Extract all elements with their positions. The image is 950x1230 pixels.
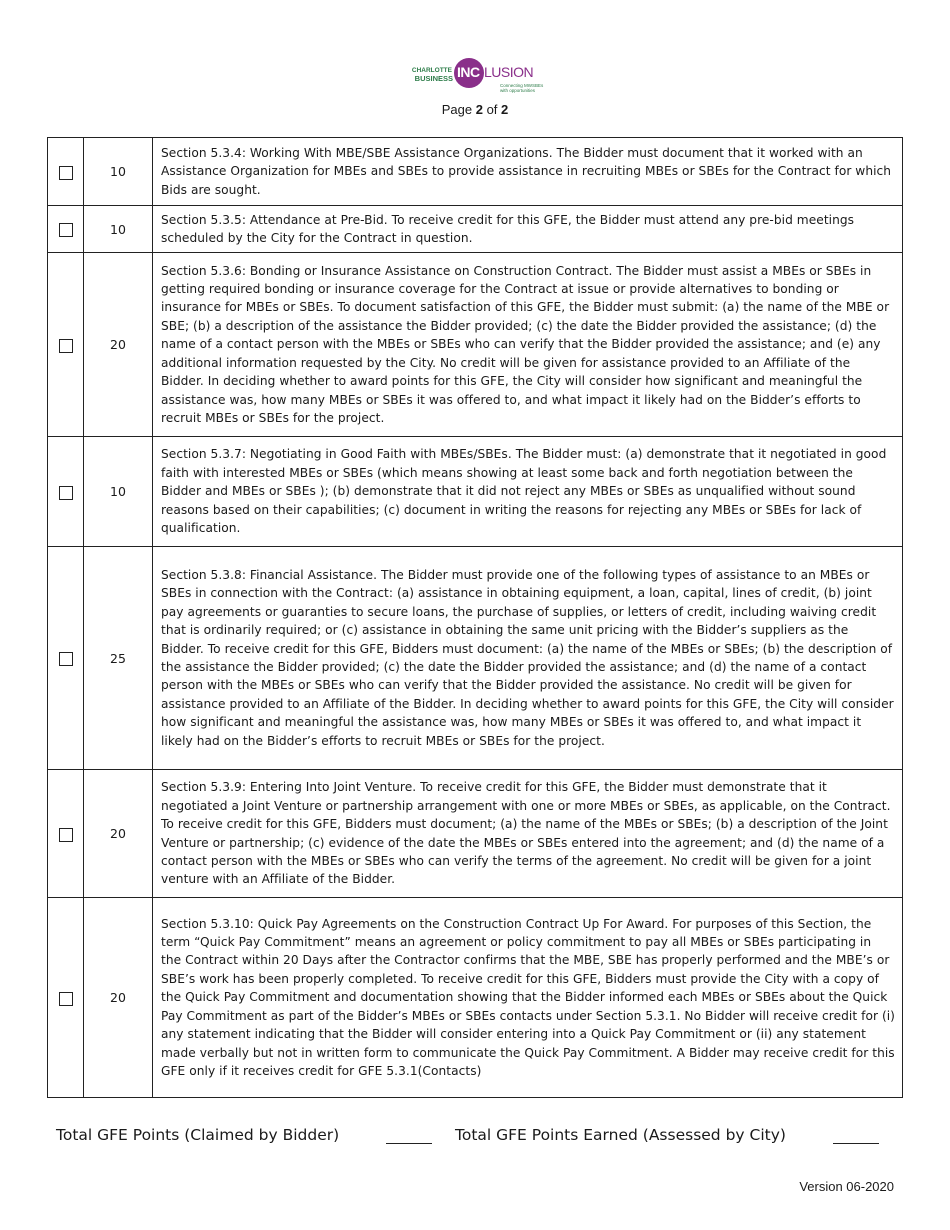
gfe-description [153,138,903,206]
version-label: Version 06-2020 [799,1179,894,1194]
section-body: The Bidder must provide one of the following types of assistance to an MBEs or SBEs in connection with the Contract: (a) assistance in obtaining equipment, a loan, capital, lines of credit, (b) joint pay agreements or guaranties to secure loans, the purchase of supplies, or letters of credit, including waiving credit that is ordinarily required; or (c) assistance in obtaining the same unit pricing with the Bidder’s suppliers as the Bidder. To receive credit for this GFE, Bidders must document: (a) the name of the MBEs or SBEs; (b) the description of the assistance the Bidder provided; (c) the date the Bidder provided the assistance; and (d) the name of a contact person with the MBEs or SBEs who can verify that the Bidder provided the assistance. No credit will be given for assistance provided to an Affiliate of the Bidder. In deciding whether to award points for this GFE, the City will consider how significant and meaningful the assistance was, how many MBEs or SBEs it was offered to, and what impact it likely had on the Bidder’s efforts to recruit MBEs or SBEs for the project. [161,567,894,748]
page-number [0,102,950,117]
section-body: To receive credit for this GFE, the Bidder must attend any pre-bid meetings scheduled by the City for the Contract in question. [161,212,855,245]
gfe-checkbox[interactable] [59,652,73,666]
points-cell: 25 [84,547,153,770]
page-total: 2 [501,102,509,117]
points-cell: 10 [84,437,153,547]
points-cell: 10 [84,138,153,206]
logo-text-inc: INC [457,64,480,80]
section-body: To receive credit for this GFE, the Bidder must demonstrate that it negotiated a Joint Venture or partnership arrangement with one or more MBEs or SBEs, as applicable, on the Contract. To receive credit for this GFE, Bidders must document; (a) the name of the MBEs or SBEs; (b) a description of the Joint Venture or partnership; (c) evidence of the date the MBEs or SBEs entered into the agreement; and (d) the name of a contact person with the MBEs or SBEs who can verify the terms of the agreement. No credit will be given for a joint venture with an Affiliate of the Bidder. [161,780,891,887]
checkbox-cell [48,898,84,1098]
page-current: 2 [475,102,483,117]
earned-points-label: Total GFE Points Earned (Assessed by City) [455,1126,786,1144]
gfe-table [47,137,903,1098]
section-title: Section 5.3.4: Working With MBE/SBE Assistance Organizations. [161,145,553,160]
gfe-description [153,206,903,253]
section-title: Section 5.3.7: Negotiating in Good Faith with MBEs/SBEs. [161,447,512,462]
section-body: For purposes of this Section, the term “Quick Pay Commitment” means an agreement or policy commitment to pay all MBEs or SBEs participating in the Contract within 20 Days after the Contractor confirms that the MBE, SBE has properly performed and the MBE’s or SBE’s work has been properly completed. To receive credit for this GFE, Bidders must provide the City with a copy of the Quick Pay Commitment and documentation showing that the Bidder informed each MBEs or SBEs about the Quick Pay Commitment as part of the Bidder’s MBEs or SBEs contacts under Section 5.3.1. No Bidder will receive credit for (i) any statement indicating that the Bidder will consider entering into a Quick Pay Commitment or (ii) any statement made verbally but not in written form to communicate the Quick Pay Commitment. A Bidder may receive credit for this GFE only if it receives credit for GFE 5.3.1(Contacts) [161,916,895,1078]
section-title: Section 5.3.6: Bonding or Insurance Assistance on Construction Contract. [161,263,613,278]
checkbox-cell [48,253,84,437]
gfe-checkbox[interactable] [59,486,73,500]
gfe-description [153,253,903,437]
points-cell: 20 [84,770,153,898]
checkbox-cell [48,547,84,770]
logo-text-charlotte: CHARLOTTE [411,67,452,74]
section-title: Section 5.3.10: Quick Pay Agreements on the Construction Contract Up For Award. [161,916,669,931]
gfe-checkbox[interactable] [59,339,73,353]
section-title: Section 5.3.5: Attendance at Pre-Bid. [161,212,388,227]
gfe-description [153,770,903,898]
gfe-row [48,898,903,1098]
points-cell: 20 [84,898,153,1098]
logo-text-business: BUSINESS [414,74,453,83]
gfe-row [48,138,903,206]
earned-points-field[interactable] [833,1143,879,1144]
gfe-checkbox[interactable] [59,166,73,180]
gfe-description [153,437,903,547]
page-prefix: Page [441,102,473,117]
points-cell: 20 [84,253,153,437]
gfe-checkbox[interactable] [59,223,73,237]
logo-tagline-1: Connecting MWSBEs [500,83,544,88]
gfe-row [48,253,903,437]
gfe-row [48,206,903,253]
gfe-description [153,898,903,1098]
section-body: The Bidder must: (a) demonstrate that it negotiated in good faith with interested MBEs or SBEs (which means showing at least some back and forth negotiation between the Bidder and MBEs or SBEs ); (b) demonstrate that it did not reject any MBEs or SBEs as unqualified without sound reasons based on their capabilities; (c) document in writing the reasons for rejecting any MBEs or SBEs for lack of qualification. [161,447,887,536]
gfe-row [48,770,903,898]
gfe-checkbox[interactable] [59,828,73,842]
checkbox-cell [48,770,84,898]
section-title: Section 5.3.9: Entering Into Joint Venture. [161,780,417,795]
checkbox-cell [48,206,84,253]
gfe-row [48,437,903,547]
claimed-points-label: Total GFE Points (Claimed by Bidder) [56,1126,340,1144]
gfe-row [48,547,903,770]
logo-tagline-2: with opportunities [500,88,536,93]
checkbox-cell [48,437,84,547]
checkbox-cell [48,138,84,206]
section-body: The Bidder must document that it worked with an Assistance Organization for MBEs and SBEs to provide assistance in recruiting MBEs or SBEs for the Contract for which Bids are sought. [161,145,892,197]
gfe-description [153,547,903,770]
points-cell: 10 [84,206,153,253]
page-of: of [486,102,498,117]
gfe-checkbox[interactable] [59,992,73,1006]
section-title: Section 5.3.8: Financial Assistance. [161,567,378,582]
section-body: The Bidder must assist a MBEs or SBEs in getting required bonding or insurance coverage for the Contract at issue or provide alternatives to bonding or insurance for MBEs or SBEs. To document satisfaction of this GFE, the Bidder must submit: (a) the name of the MBE or SBE; (b) a description of the assistance the Bidder provided; (c) the date the Bidder provided the assistance; (d) the name of a contact person with the MBEs or SBEs who can verify that the Bidder provided the assistance; and (e) any additional information requested by the City. No credit will be given for assistance provided to an Affiliate of the Bidder. In deciding whether to award points for this GFE, the City will consider how significant and meaningful the assistance was, how many MBEs or SBEs it was offered to, and what impact it likely had on the Bidder’s efforts to recruit MBEs or SBEs for the project. [161,263,890,425]
charlotte-business-inclusion-logo [408,56,544,100]
logo-text-lusion: LUSION [484,64,534,80]
claimed-points-field[interactable] [386,1143,432,1144]
